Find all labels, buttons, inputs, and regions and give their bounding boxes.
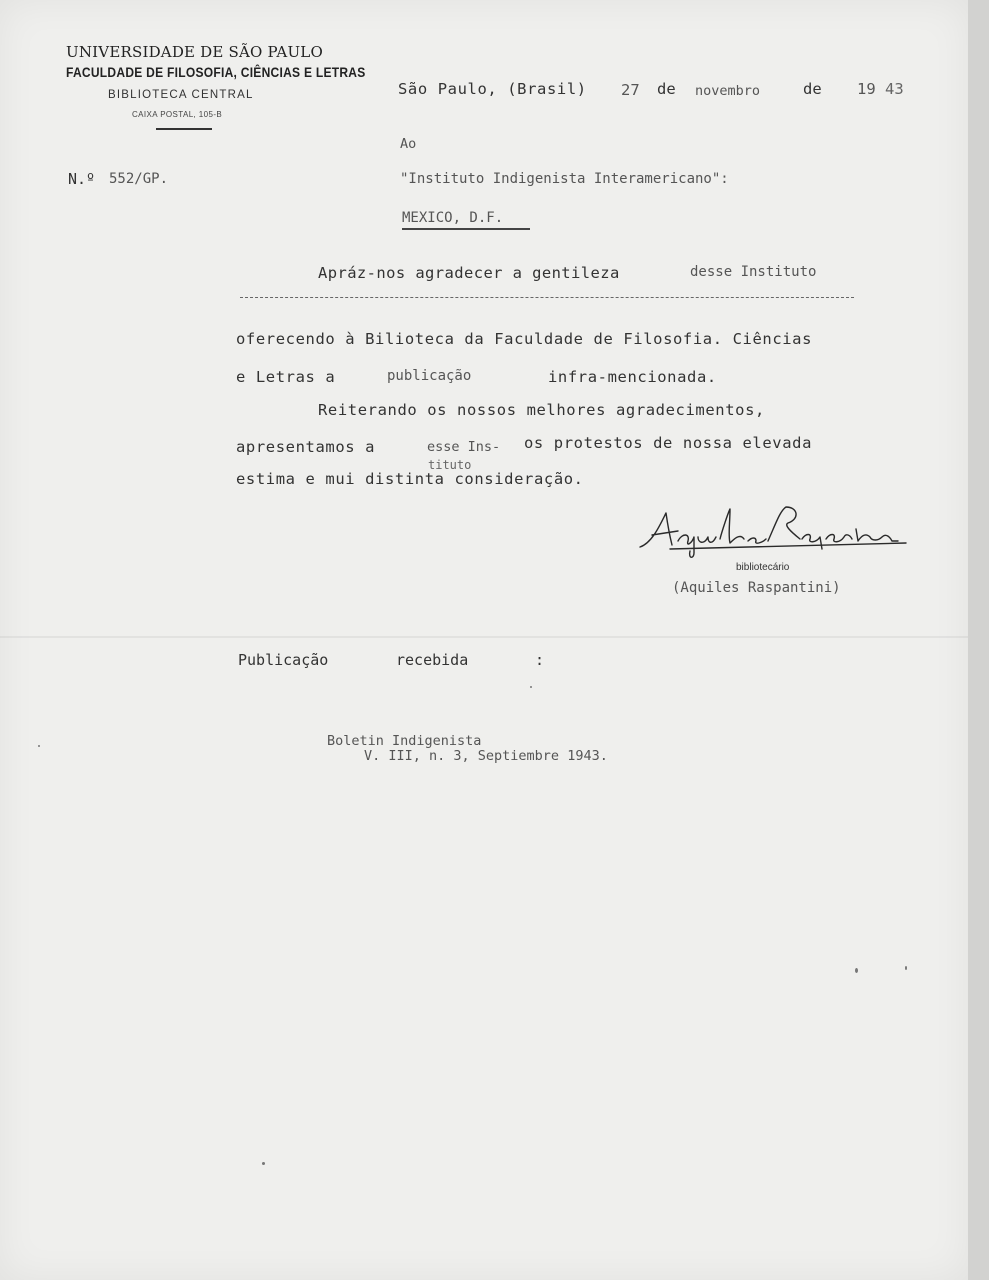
publication-colon: : [535, 651, 545, 669]
body-line-4: Reiterando os nossos melhores agradecimentos, [318, 401, 765, 419]
date-de-2: de [803, 80, 822, 98]
addressee-city: MEXICO, D.F. [402, 210, 504, 226]
date-year-suffix: 43 [885, 80, 904, 98]
publication-details: V. III, n. 3, Septiembre 1943. [364, 748, 608, 764]
paper-fold [0, 636, 968, 638]
signature-title: bibliotecário [736, 562, 790, 573]
date-de-1: de [657, 80, 676, 98]
paper-speck [262, 1162, 265, 1165]
date-year [857, 80, 904, 98]
date-city: São Paulo, (Brasil) [398, 80, 587, 98]
letterhead-faculty: FACULDADE DE FILOSOFIA, CIÊNCIAS E LETRAS [66, 64, 366, 80]
salutation: Ao [400, 136, 417, 152]
paper-speck [38, 745, 40, 747]
handwritten-signature [630, 503, 916, 561]
body-line-3-start: e Letras a [236, 368, 336, 386]
letterhead-postal-box: CAIXA POSTAL, 105-B [132, 110, 223, 119]
paper-speck [855, 968, 858, 973]
body-line-3-end: infra-mencionada. [548, 368, 717, 386]
letterhead-rule [156, 128, 212, 130]
date-year-prefix: 19 [857, 80, 876, 98]
dashed-fill-line [240, 297, 854, 298]
body-line-5-start: apresentamos a [236, 438, 376, 456]
body-line-1: Apráz-nos agradecer a gentileza [318, 264, 620, 282]
reference-number: 552/GP. [109, 171, 169, 187]
date-month: novembro [695, 83, 761, 99]
body-line-3-filled: publicação [387, 368, 472, 384]
body-line-5-continuation: tituto [428, 458, 472, 472]
body-line-5-filled: esse Ins- [427, 439, 501, 455]
addressee-institution: "Instituto Indigenista Interamericano": [400, 171, 729, 187]
signature-typed-name: (Aquiles Raspantini) [672, 580, 841, 596]
body-line-5-end: os protestos de nossa elevada [524, 434, 813, 452]
publication-title: Boletin Indigenista [327, 733, 482, 749]
body-line-6: estima e mui distinta consideração. [236, 470, 584, 488]
letterhead-university: UNIVERSIDADE DE SÃO PAULO [66, 43, 323, 61]
body-line-2: oferecendo à Bilioteca da Faculdade de Filosofia. Ciências [236, 330, 813, 348]
paper-speck [530, 686, 532, 688]
publication-label: Publicação [238, 651, 329, 669]
scan-edge [968, 0, 989, 1280]
reference-label: N.º [68, 170, 96, 188]
addressee-city-underline [402, 228, 530, 230]
letterhead-library: BIBLIOTECA CENTRAL [108, 89, 254, 101]
body-line-1-filled: desse Instituto [690, 264, 817, 280]
date-day: 27 [621, 81, 640, 99]
publication-received-label: recebida [396, 651, 469, 669]
paper-speck [905, 966, 907, 970]
